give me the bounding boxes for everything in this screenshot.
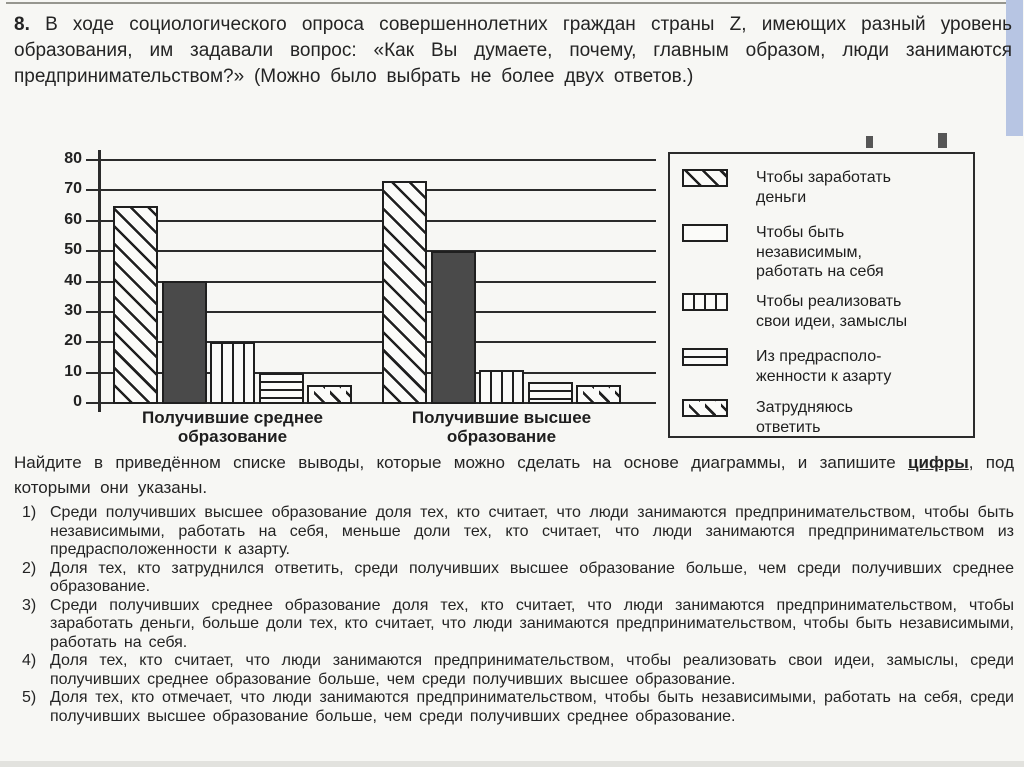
legend-label-line: деньги — [756, 188, 807, 206]
statement-text: Среди получивших высшее образование доля тех, кто считает, что люди занимаются предпринимательством, чтобы быть независимыми, работать на себя, меньше доли тех, кто считает, что люди занимаются предпринимательством из предрасположенности к азарту. — [50, 504, 1014, 558]
y-axis-tick-label: 50 — [64, 241, 82, 259]
legend-label-line: независимым, — [756, 243, 862, 261]
diagonal-hatch-swatch-icon — [682, 169, 728, 187]
legend-item-label — [756, 347, 968, 386]
statement-item — [14, 652, 1016, 689]
gridline-50 — [86, 250, 656, 252]
gridline-80 — [86, 159, 656, 161]
category-label-line: образование — [446, 427, 557, 446]
instruction-before: Найдите в приведённом списке выводы, которые можно сделать на основе диаграммы, и запишите — [14, 453, 909, 472]
legend-label-line: свои идеи, замыслы — [756, 312, 908, 330]
legend-item-label — [756, 398, 968, 437]
legend-label-line: ответить — [756, 418, 821, 436]
y-axis-tick-label: 30 — [64, 301, 82, 319]
category-label-line: Получившие среднее — [141, 408, 324, 427]
statement-number: 1) — [22, 504, 37, 521]
bar-solid-dark-group1 — [162, 281, 207, 404]
bar-diagonal-hatch-group1 — [113, 206, 158, 404]
instruction-paragraph — [14, 450, 1014, 500]
statement-item — [14, 689, 1016, 726]
y-axis-tick-label: 20 — [64, 332, 82, 350]
horizontal-lines-swatch-icon — [682, 348, 728, 366]
bar-vertical-lines-group1 — [210, 342, 255, 404]
legend-label-line: Чтобы быть — [756, 224, 845, 241]
gridline-70 — [86, 189, 656, 191]
chart-legend — [668, 152, 975, 438]
statement-number: 5) — [22, 689, 37, 706]
category-label-group1 — [93, 408, 373, 446]
y-axis-line — [98, 150, 101, 412]
question-text: В ходе социологического опроса совершеннолетних граждан страны Z, имеющих разный уровень образования, им задавали вопрос: «Как Вы думаете, почему, главным образом, люди занимаются предпринимательством?» (Можно было выбрать не более двух ответов.) — [14, 14, 1013, 87]
statement-item — [14, 597, 1016, 653]
legend-label-line: Из предрасполо- — [756, 348, 882, 365]
bar-solid-dark-group2 — [431, 251, 476, 404]
gridline-60 — [86, 220, 656, 222]
solid-dark-swatch-icon — [682, 224, 728, 242]
statement-text: Доля тех, кто считает, что люди занимаются предпринимательством, чтобы реализовать свои идеи, замыслы, среди получивших среднее образование больше, чем среди получивших высшее образование. — [50, 652, 1014, 688]
statement-item — [14, 560, 1016, 597]
legend-item-label — [756, 168, 968, 207]
scan-bottom-edge — [0, 761, 1024, 767]
statement-number: 2) — [22, 559, 37, 577]
y-axis-tick-label: 80 — [64, 150, 82, 167]
statement-number: 4) — [22, 652, 37, 669]
y-axis-tick-label: 0 — [73, 393, 82, 410]
statement-text: Среди получивших среднее образование доля тех, кто считает, что люди занимаются предпринимательством, чтобы заработать деньги, больше доли тех, кто считает, что люди занимаются предпринимательством, чтобы быть независимыми, работать на себя. — [50, 596, 1014, 651]
category-label-line: Получившие высшее — [411, 408, 592, 427]
statement-list — [14, 504, 1016, 726]
statement-number: 3) — [22, 596, 37, 614]
vertical-lines-swatch-icon — [682, 293, 728, 311]
y-axis-tick-label: 10 — [64, 362, 82, 380]
legend-label-line: Чтобы реализовать — [756, 293, 902, 310]
legend-item-label — [756, 292, 968, 331]
instruction-emphasis: цифры — [908, 453, 969, 472]
bar-diagonal-hatch-group2 — [382, 181, 427, 404]
category-label-line: образование — [177, 427, 288, 446]
legend-label-line: Чтобы заработать — [756, 169, 891, 186]
legend-label-line: Затрудняюсь — [756, 399, 853, 416]
statement-text: Доля тех, кто затруднился ответить, среди получивших высшее образование больше, чем среди получивших среднее образование. — [50, 559, 1014, 595]
legend-label-line: работать на себя — [756, 263, 884, 280]
question-number: 8. — [14, 14, 30, 35]
bar-horizontal-lines-group2 — [528, 382, 573, 404]
y-axis-tick-label: 60 — [64, 210, 82, 228]
category-label-group2 — [362, 408, 642, 446]
statement-text: Доля тех, кто отмечает, что люди занимаются предпринимательством, чтобы быть независимыми, работать на себя, среди получивших высшее образование больше, чем среди получивших среднее образование. — [50, 689, 1014, 725]
bar-vertical-lines-group2 — [479, 370, 524, 404]
bar-diagonal-dashes-group1 — [307, 385, 352, 404]
instruction-after: , под которыми они указаны. — [14, 453, 1014, 497]
y-axis-tick-label: 70 — [64, 180, 82, 198]
statement-item — [14, 504, 1016, 560]
legend-label-line: женности к азарту — [756, 367, 892, 385]
bar-horizontal-lines-group1 — [259, 373, 304, 404]
legend-item-label — [756, 223, 968, 282]
diagonal-dashes-swatch-icon — [682, 399, 728, 417]
y-axis-tick-label: 40 — [64, 271, 82, 289]
bar-diagonal-dashes-group2 — [576, 385, 621, 404]
